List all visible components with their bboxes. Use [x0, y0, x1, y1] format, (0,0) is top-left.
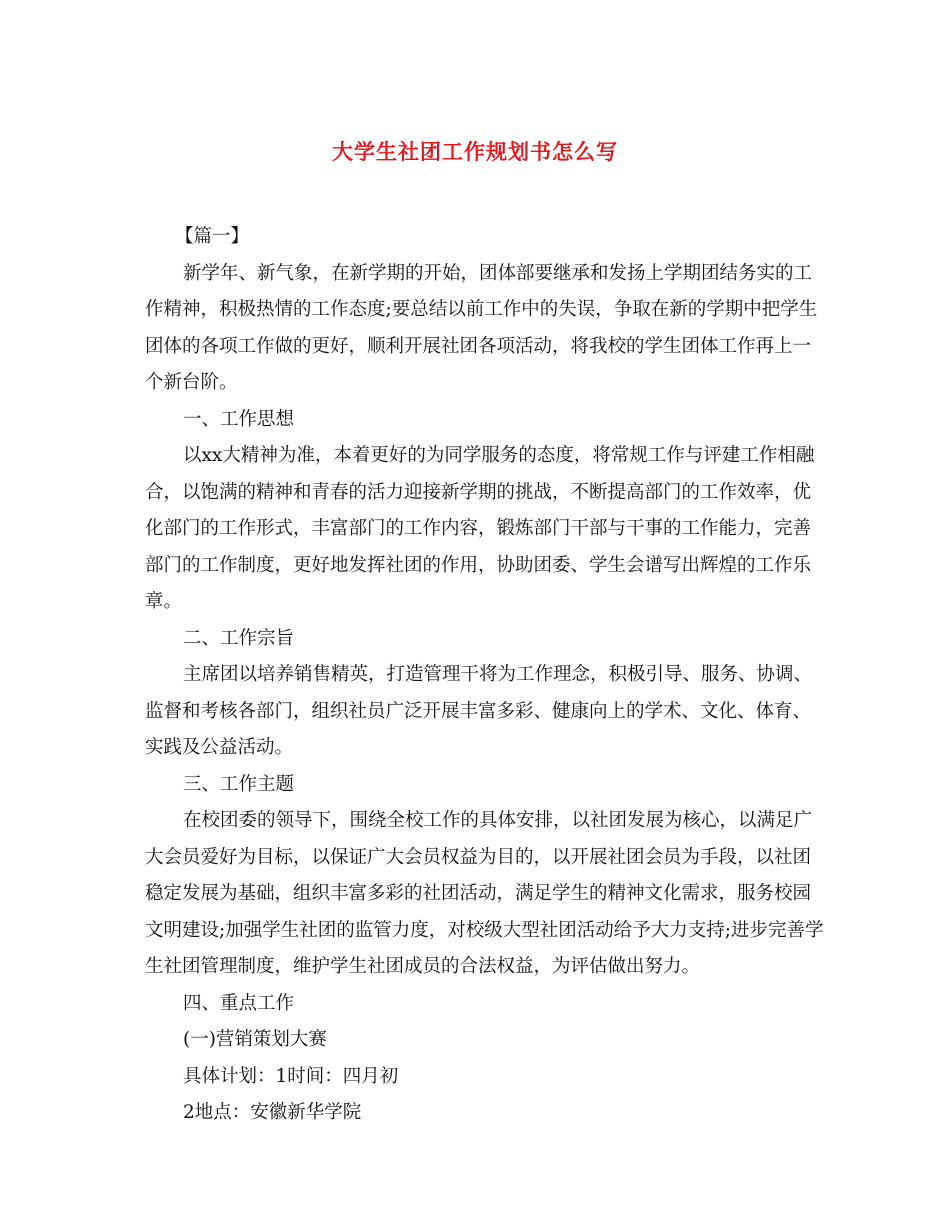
intro-paragraph: 新学年、新气象，在新学期的开始，团体部要继承和发扬上学期团结务实的工作精神，积极热情的工作态度;要总结以前工作中的失误，争取在新的学期中把学生团体的各项工作做的更好，顺利开展社团各项活动，将我校的学生团体工作再上一个新台阶。 — [145, 262, 818, 393]
list-item-marketing-contest: (一)营销策划大赛 — [183, 1029, 327, 1050]
list-item-plan-location: 2地点：安徽新华学院 — [183, 1102, 362, 1123]
document-body — [145, 219, 825, 1132]
paragraph-work-thought: 以xx大精神为准，本着更好的为同学服务的态度，将常规工作与评建工作相融合，以饱满的精神和青春的活力迎接新学期的挑战，不断提高部门的工作效率，优化部门的工作形式，丰富部门的工作内容，锻炼部门干部与干事的工作能力，完善部门的工作制度，更好地发挥社团的作用，协助团委、学生会谱写出辉煌的工作乐章。 — [145, 445, 815, 612]
paragraph-work-theme: 在校团委的领导下，围绕全校工作的具体安排，以社团发展为核心，以满足广大会员爱好为目标，以保证广大会员权益为目的，以开展社团会员为手段，以社团稳定发展为基础，组织丰富多彩的社团活动，满足学生的精神文化需求，服务校园文明建设;加强学生社团的监管力度，对校级大型社团活动给予大力支持;进步完善学生社团管理制度，维护学生社团成员的合法权益，为评估做出努力。 — [145, 810, 824, 977]
document-title: 大学生社团工作规划书怎么写 — [332, 139, 618, 164]
heading-work-purpose: 二、工作宗旨 — [183, 627, 295, 649]
heading-key-work: 四、重点工作 — [183, 992, 295, 1014]
heading-work-theme: 三、工作主题 — [183, 773, 295, 795]
paragraph-work-purpose: 主席团以培养销售精英，打造管理干将为工作理念，积极引导、服务、协调、监督和考核各部门，组织社员广泛开展丰富多彩、健康向上的学术、文化、体育、实践及公益活动。 — [145, 664, 813, 758]
list-item-plan-time: 具体计划：1时间：四月初 — [183, 1065, 399, 1087]
section-marker: 【篇一】 — [175, 226, 250, 247]
heading-work-thought: 一、工作思想 — [183, 408, 295, 430]
